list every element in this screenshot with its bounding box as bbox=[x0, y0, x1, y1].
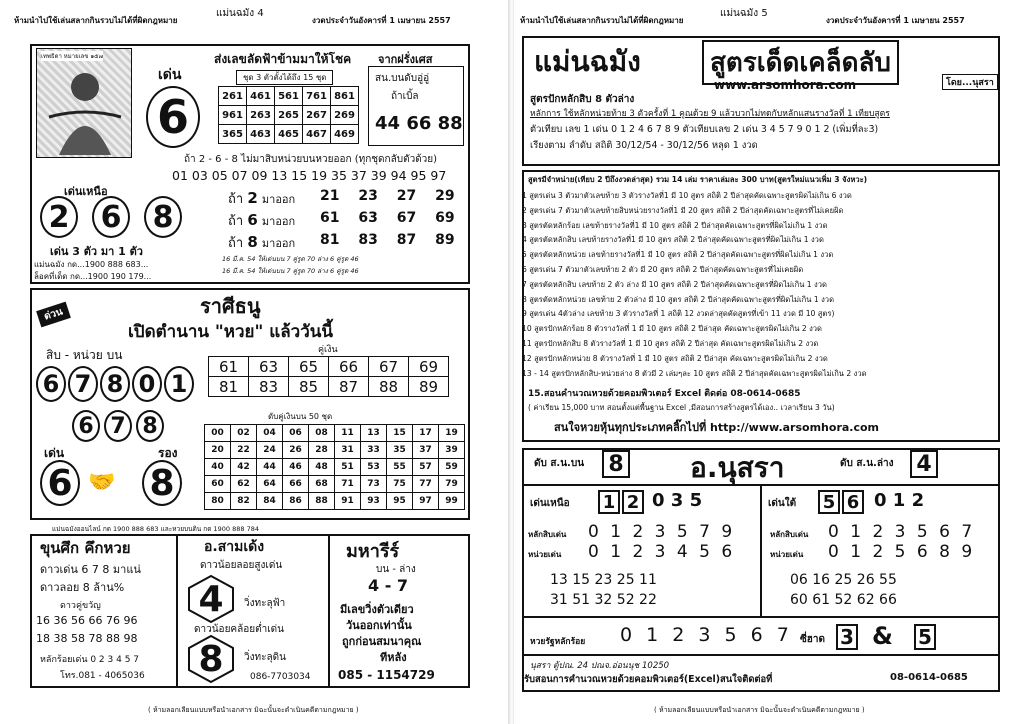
excel-line1: 15.สอนคำนวณหวยด้วยคอมพิวเตอร์ Excel ติดต่อ 08-0614-0685 bbox=[528, 389, 801, 399]
tens-digit: 7 bbox=[68, 366, 98, 402]
right-bottom-note: ( ห้ามลอกเลียนแบบหรือนำเอกสาร มิฉะนั้นจะดำเนินคดีตามกฎหมาย ) bbox=[654, 706, 865, 714]
tens-digit: 6 bbox=[36, 366, 66, 402]
teach-phone: 08-0614-0685 bbox=[890, 672, 968, 683]
pair-cell: 67 bbox=[369, 357, 409, 377]
grid-cell: 33 bbox=[361, 442, 387, 459]
grid-cell: 86 bbox=[283, 493, 309, 510]
formula-item: 10 สูตรปักหลักร้อย 8 ตัวรางวัลที่ 1 มี 10 สูตร สถิติ 2 ปีล่าสุด คัดเฉพาะสูตรผิดไม่เกิน 2 งวด bbox=[522, 324, 822, 334]
france-sub1: สน.บนดับอู่อู่ bbox=[375, 73, 430, 84]
grid-cell: 48 bbox=[309, 459, 335, 476]
stat-line: 16 มี.ค. 54 ให้เด่นบน 7 คู่รูด 70 ล่าง 6 คู่รูด 46 bbox=[222, 267, 359, 275]
heaven-cell: 365 bbox=[219, 125, 247, 144]
grid-cell: 66 bbox=[283, 476, 309, 493]
left-date: งวดประจำวันอังคารที่ 1 เมษายน 2557 bbox=[312, 16, 451, 25]
formula-item: 3 สูตรตัดหลักร้อย เลขท้ายรางวัลที่1 มี 10 สูตร สถิติ 2 ปีล่าสุดคัดเฉพาะสูตรที่ผิดไม่เกิน 1 งวด bbox=[522, 220, 828, 230]
if-num: 89 bbox=[435, 232, 455, 248]
site-url: www.arsomhora.com bbox=[714, 78, 857, 92]
grid-cell: 08 bbox=[309, 425, 335, 442]
grid-cell: 42 bbox=[231, 459, 257, 476]
col1-l2: ดาวลอย 8 ล้าน% bbox=[40, 581, 125, 594]
sihat-a: 3 bbox=[836, 624, 858, 650]
three-digit: 7 bbox=[104, 410, 132, 442]
address: นุสรา ตู้ปณ. 24 ปณจ.อ่อนนุช 10250 bbox=[530, 661, 670, 671]
grid-cell: 40 bbox=[205, 459, 231, 476]
if-num: 29 bbox=[435, 188, 455, 204]
col3-l1: บน - ล่าง bbox=[376, 564, 416, 575]
col1-r1: 16 36 56 66 76 96 bbox=[36, 614, 138, 627]
main-label: เด่น bbox=[158, 67, 182, 83]
pairs-right2: 60 61 52 62 66 bbox=[790, 592, 897, 608]
lower-digit: 4 bbox=[910, 450, 938, 478]
grid-cell: 77 bbox=[413, 476, 439, 493]
if-label: ถ้า bbox=[228, 236, 244, 251]
if-digit: 8 bbox=[247, 233, 258, 251]
grid-cell: 53 bbox=[361, 459, 387, 476]
grid-cell: 31 bbox=[335, 442, 361, 459]
pair-cell: 85 bbox=[289, 377, 329, 397]
grid-cell: 59 bbox=[439, 459, 465, 476]
grid-cell: 80 bbox=[205, 493, 231, 510]
stat-line: 16 มี.ค. 54 ให้เด่นบน 7 คู่รูด 70 ล่าง 6 คู่รูด 46 bbox=[222, 255, 359, 263]
south-rest: 0 1 2 bbox=[874, 490, 925, 511]
unit-label-left: หน่วยเด่น bbox=[528, 550, 562, 559]
ten-label-left: หลักสิบเด่น bbox=[528, 530, 567, 539]
ten-right: 0 1 2 3 5 6 7 bbox=[828, 522, 976, 542]
win-line: เด่น 3 ตัว มา 1 ตัว bbox=[50, 245, 143, 258]
goddess-illustration bbox=[39, 57, 131, 157]
col2-d2: 8 bbox=[198, 638, 224, 680]
if-row bbox=[228, 210, 295, 231]
legend-line: เปิดตำนาน "หวย" แล้ววันนี้ bbox=[128, 322, 333, 342]
grid-cell: 37 bbox=[413, 442, 439, 459]
if-digit: 2 bbox=[247, 189, 258, 207]
sihat-label: ซี่ฮาด bbox=[800, 634, 825, 645]
col1-title: ขุนศึก คึกหวย bbox=[40, 539, 131, 557]
left-bottom-note: ( ห้ามลอกเลียนแบบหรือนำเอกสาร มิฉะนั้นจะดำเนินคดีตามกฎหมาย ) bbox=[148, 706, 359, 714]
grid-cell: 75 bbox=[387, 476, 413, 493]
grid-row bbox=[205, 425, 465, 442]
col3-l2: 4 - 7 bbox=[368, 576, 409, 595]
hundred-label: หวยรัฐหลักร้อย bbox=[530, 637, 586, 647]
grid-cell: 35 bbox=[387, 442, 413, 459]
tens-digit: 0 bbox=[132, 366, 162, 402]
grid-cell: 95 bbox=[387, 493, 413, 510]
grid-cell: 99 bbox=[439, 493, 465, 510]
heaven-cell: 261 bbox=[219, 87, 247, 106]
grid-cell: 82 bbox=[231, 493, 257, 510]
south-box: 6 bbox=[842, 490, 864, 514]
if-num: 23 bbox=[358, 188, 378, 204]
col2-title: อ.สามเด้ง bbox=[204, 539, 265, 555]
col1-r2: 18 38 58 78 88 98 bbox=[36, 632, 138, 645]
grid-cell: 91 bbox=[335, 493, 361, 510]
column-divider bbox=[328, 534, 330, 688]
north-label: เด่นเหนือ bbox=[64, 185, 108, 198]
pairs-right1: 06 16 25 26 55 bbox=[790, 572, 897, 588]
grid-cell: 62 bbox=[231, 476, 257, 493]
grid-cell: 64 bbox=[257, 476, 283, 493]
heaven-table bbox=[218, 86, 359, 144]
heaven-row bbox=[219, 106, 359, 125]
france-title: จากฝรั่งเศส bbox=[378, 53, 433, 66]
heaven-cell: 269 bbox=[331, 106, 359, 125]
col3-l3: มีเลขวิ่งตัวเดียว bbox=[340, 603, 414, 616]
grid-cell: 15 bbox=[387, 425, 413, 442]
south-label: เด่นใต้ bbox=[768, 498, 797, 509]
main2-label: เด่น bbox=[44, 446, 65, 460]
if-row bbox=[228, 232, 295, 253]
grid-cell: 60 bbox=[205, 476, 231, 493]
name-center: อ.นุสรา bbox=[690, 451, 785, 484]
unit-right: 0 1 2 5 6 8 9 bbox=[828, 542, 976, 562]
excel-line2: ( ค่าเรียน 15,000 บาท สอนตั้งแต่พื้นฐาน Excel ,มีสอนการสร้างสูตรได้เอง.. เวลาเรียน 3 วัน) bbox=[528, 403, 835, 412]
if-num: 27 bbox=[396, 188, 417, 204]
heaven-cell: 461 bbox=[247, 87, 275, 106]
south-box: 5 bbox=[818, 490, 840, 514]
if-num: 61 bbox=[320, 210, 340, 226]
col2-d1: 4 bbox=[198, 578, 224, 620]
grid-row bbox=[205, 493, 465, 510]
hundred-digits: 0 1 2 3 5 6 7 bbox=[620, 624, 793, 646]
grid-cell: 02 bbox=[231, 425, 257, 442]
heaven-cell: 265 bbox=[275, 106, 303, 125]
if-label: ถ้า bbox=[228, 214, 244, 229]
col3-l4: วันออกเท่านั้น bbox=[346, 619, 412, 632]
grid-cell: 11 bbox=[335, 425, 361, 442]
pair-grid bbox=[204, 424, 465, 510]
grid-cell: 06 bbox=[283, 425, 309, 442]
right-issue: แม่นฉมัง 5 bbox=[720, 8, 768, 19]
phone2: ล็อคที่เด็ด กด...1900 190 179... bbox=[34, 272, 152, 281]
pair-cell: 87 bbox=[329, 377, 369, 397]
unit-label-right: หน่วยเด่น bbox=[770, 550, 804, 559]
pair-cell: 61 bbox=[209, 357, 249, 377]
if-digit: 6 bbox=[247, 211, 258, 229]
sihat-b: 5 bbox=[914, 624, 936, 650]
grid-cell: 24 bbox=[257, 442, 283, 459]
pair-label: คู่เงิน bbox=[318, 345, 338, 355]
col1-l4: หลักร้อยเด่น 0 2 3 4 5 7 bbox=[40, 655, 140, 665]
grid-cell: 26 bbox=[283, 442, 309, 459]
grid-cell: 46 bbox=[283, 459, 309, 476]
right-top-notice: ห้ามนำไปใช้เล่นสลากกินรวบไม่ได้ที่ผิดกฎหมาย bbox=[520, 16, 684, 25]
formula-item: 9 สูตรเด่น 4ตัวล่าง เลขท้าย 3 ตัวรางวัลที่ 1 สถิติ 12 งวดล่าสุดคัดสูตรที่เข้า 11 งวด มี 10 สูตร) bbox=[522, 309, 835, 319]
visit-link[interactable]: สนใจหวยหุ้นทุกประเภทคลิ๊กไปที่ http://www.arsomhora.com bbox=[554, 421, 880, 434]
pair-cell: 69 bbox=[409, 357, 449, 377]
formula-item: 2 สูตรเด่น 7 ตัวมาตัวเลขท้ายสิบหน่วยรางวัลที่1 มี 20 สูตร สถิติ 2 ปีล่าสุดคัดเฉพาะสูตรที่ไม่เคยผิด bbox=[522, 205, 844, 215]
if-num: 87 bbox=[396, 232, 417, 248]
if-text: มาออก bbox=[261, 237, 296, 250]
heaven-cell: 465 bbox=[275, 125, 303, 144]
pair-cell: 89 bbox=[409, 377, 449, 397]
if-num: 21 bbox=[320, 188, 340, 204]
if-row bbox=[228, 188, 295, 209]
if-num: 67 bbox=[396, 210, 417, 226]
north-rest: 0 3 5 bbox=[652, 490, 703, 511]
heaven-cell: 469 bbox=[331, 125, 359, 144]
formula-item: 8 สูตรตัดหลักหน่วย เลขท้าย 2 ตัวล่าง มี 10 สูตร สถิติ 2 ปีล่าสุดคัดเฉพาะสูตรที่ผิดไม่เกิน 1 งวด bbox=[522, 294, 835, 304]
pair-cell: 83 bbox=[249, 377, 289, 397]
grid-cell: 19 bbox=[439, 425, 465, 442]
heaven-sub: ชุด 3 ตัวตั้งได้ถึง 15 ชุด bbox=[236, 70, 333, 85]
mast-right: สูตรเด็ดเคล็ดลับ bbox=[702, 40, 899, 85]
formula-item: 11 สูตรปักหลักสิบ 8 ตัวรางวัลที่ 1 มี 10 สูตร สถิติ 2 ปีล่าสุด คัดเฉพาะสูตรผิดไม่เกิน 2 งวด bbox=[522, 339, 819, 348]
if-nums bbox=[320, 232, 455, 248]
sub2-label: รอง bbox=[158, 446, 178, 460]
odd-line: 01 03 05 07 09 13 15 19 35 37 39 94 95 97 bbox=[172, 168, 447, 183]
col3-phone: 085 - 1154729 bbox=[338, 668, 435, 682]
col2-t1: วิ่งทะลุฟ้า bbox=[244, 598, 286, 609]
grid-cell: 39 bbox=[439, 442, 465, 459]
heaven-cell: 761 bbox=[303, 87, 331, 106]
ten-label-right: หลักสิบเด่น bbox=[770, 530, 809, 539]
phone1: แม่นฉมัง กด...1900 888 683... bbox=[34, 260, 149, 269]
col2-l1: ดาวน้อยลอยสูงเด่น bbox=[200, 560, 283, 571]
formula-item: 4 สูตรตัดหลักสิบ เลขท้ายรางวัลที่1 มี 10 สูตร สถิติ 2 ปีล่าสุดคัดเฉพาะสูตรที่ผิดไม่เกิน 1 งวด bbox=[522, 235, 824, 245]
col1-phone: โทร.081 - 4065036 bbox=[60, 671, 145, 681]
formula-item: 1 สูตรเด่น 3 ตัวมาตัวเลขท้าย 3 ตัวรางวัลที่1 มี 10 สูตร สถิติ 2 ปีล่าสุดคัดเฉพาะสูตรผิดไม่เกิน 6 งวด bbox=[522, 191, 852, 200]
france-sub2: ถ้าเบิ้ล bbox=[391, 91, 419, 102]
right-page bbox=[514, 0, 1024, 724]
france-box bbox=[368, 66, 464, 146]
intro1: สูตรปักหลักสิบ 8 ตัวล่าง bbox=[530, 94, 635, 105]
heaven-row bbox=[219, 87, 359, 106]
pair-row bbox=[209, 377, 449, 397]
if-nums bbox=[320, 188, 455, 204]
left-page bbox=[0, 0, 510, 724]
right-date: งวดประจำวันอังคารที่ 1 เมษายน 2557 bbox=[826, 16, 965, 25]
col3-l5: ถูกก่อนสมนาคุณ bbox=[342, 635, 422, 648]
heaven-title: ส่งเลขลัดฟ้าข้ามมาให้โชค bbox=[214, 52, 352, 66]
grid-cell: 22 bbox=[231, 442, 257, 459]
north-box: 1 bbox=[598, 490, 620, 514]
heaven-cell: 267 bbox=[303, 106, 331, 125]
hot-badge: ด่วน bbox=[36, 302, 71, 328]
if-num: 69 bbox=[435, 210, 455, 226]
grid-cell: 93 bbox=[361, 493, 387, 510]
col3-l6: ทีหลัง bbox=[380, 651, 407, 664]
pair-row bbox=[209, 357, 449, 377]
north-digit: 2 bbox=[40, 196, 78, 238]
grid-cell: 13 bbox=[361, 425, 387, 442]
col2-phone: 086-7703034 bbox=[250, 672, 311, 682]
tens-digit: 8 bbox=[100, 366, 130, 402]
amp-sign: & bbox=[872, 622, 893, 650]
intro3: ตัวเทียบ เลข 1 เด่น 0 1 2 4 6 7 8 9 ตัวเทียบเลข 2 เด่น 3 4 5 7 9 0 1 2 (เพิ่มที่ละ3) bbox=[530, 124, 879, 135]
if-num: 81 bbox=[320, 232, 340, 248]
upper-digit: 8 bbox=[602, 450, 630, 478]
col1-l1: ดาวเด่น 6 7 8 มาแน่ bbox=[40, 563, 141, 576]
col3-title: มหารีร์ bbox=[346, 541, 400, 562]
heaven-cell: 961 bbox=[219, 106, 247, 125]
grid-cell: 28 bbox=[309, 442, 335, 459]
intro2: หลักการ ใช้หลักหน่วยท้าย 3 ตัวครั้งที่ 1 คูณด้วย 9 แล้วบวกไม่ทดกับหลักแสนรางวัลที่ 1 เทียบสูตร bbox=[530, 109, 890, 119]
pair-table bbox=[208, 356, 449, 397]
grid-cell: 88 bbox=[309, 493, 335, 510]
section-divider bbox=[760, 484, 762, 616]
grid-cell: 71 bbox=[335, 476, 361, 493]
grid-cell: 84 bbox=[257, 493, 283, 510]
pair-cell: 65 bbox=[289, 357, 329, 377]
heaven-cell: 861 bbox=[331, 87, 359, 106]
heaven-cell: 561 bbox=[275, 87, 303, 106]
zodiac-title: ราศีธนู bbox=[200, 294, 261, 318]
teach-line: รับสอนการคำนวณหวยด้วยคอมพิวเตอร์(Excel)สนใจติดต่อที่ bbox=[524, 674, 773, 685]
grid-cell: 97 bbox=[413, 493, 439, 510]
upper-label: ดับ ส.น.บน bbox=[534, 458, 585, 469]
heaven-row bbox=[219, 125, 359, 144]
north-digit: 8 bbox=[144, 196, 182, 238]
grid-cell: 55 bbox=[387, 459, 413, 476]
main2-digit: 6 bbox=[40, 460, 80, 506]
list-head: สูตรมีจำหน่าย(เทียบ 2 ปีถึงงวดล่าสุด) รวม 14 เล่ม ราคาเล่มละ 300 บาท(สูตรใหม่แนวเพิ่ม 3 จังหวะ) bbox=[528, 175, 868, 184]
if-text: มาออก bbox=[261, 215, 296, 228]
mast-left: แม่นฉมัง bbox=[534, 45, 641, 78]
grid-cell: 17 bbox=[413, 425, 439, 442]
if-text: มาออก bbox=[261, 193, 296, 206]
goddess-image bbox=[36, 48, 132, 158]
lower-label: ดับ ส.น.ล่าง bbox=[840, 458, 894, 469]
grid-cell: 51 bbox=[335, 459, 361, 476]
unit-left: 0 1 2 3 4 5 6 bbox=[588, 542, 736, 562]
col2-l2: ดาวน้อยคล้อยต่ำเด่น bbox=[194, 624, 284, 635]
formula-item: 13 - 14 สูตรปักหลักสิบ-หน่วยล่าง 8 ตัวมี 2 เล่มๆละ 10 สูตร สถิติ 2 ปีล่าสุดคัดเฉพาะสูตรผิดไม่เกิน 2 งวด bbox=[522, 368, 867, 378]
pair-cell: 66 bbox=[329, 357, 369, 377]
if-nums bbox=[320, 210, 455, 226]
tens-label: สิบ - หน่วย บน bbox=[46, 348, 123, 362]
pair-cell: 88 bbox=[369, 377, 409, 397]
col1-l3: ดาวคู่ขวัญ bbox=[60, 601, 101, 611]
mast-by: โดย...นุสรา bbox=[942, 74, 998, 90]
main-digit: 6 bbox=[146, 86, 200, 148]
if-label: ถ้า bbox=[228, 192, 244, 207]
grid-cell: 00 bbox=[205, 425, 231, 442]
grid-cell: 79 bbox=[439, 476, 465, 493]
grid-cell: 57 bbox=[413, 459, 439, 476]
formula-item: 6 สูตรเด่น 7 ตัวมาตัวเลขท้าย 2 ตัว มี 20 สูตร สถิติ 2 ปีล่าสุดคัดเฉพาะสูตรที่ไม่เคยผิด bbox=[522, 265, 804, 274]
pair-cell: 63 bbox=[249, 357, 289, 377]
north-label-r: เด่นเหนือ bbox=[530, 498, 570, 509]
formula-item: 5 สูตรตัดหลักหน่วย เลขท้ายรางวัลที่1 มี 10 สูตร สถิติ 2 ปีล่าสุดคัดเฉพาะสูตรที่ผิดไม่เกิน 1 งวด bbox=[522, 250, 834, 260]
goddess-caption: เทพธิดา หมายเลข ๑๕๗ bbox=[41, 53, 104, 60]
column-divider bbox=[176, 534, 178, 688]
if-num: 63 bbox=[358, 210, 378, 226]
north-digit: 6 bbox=[92, 196, 130, 238]
grid-cell: 73 bbox=[361, 476, 387, 493]
heaven-cell: 263 bbox=[247, 106, 275, 125]
pair-cell: 81 bbox=[209, 377, 249, 397]
france-nums: 44 66 88 bbox=[375, 113, 463, 134]
col2-t2: วิ่งทะลุดิน bbox=[244, 652, 286, 663]
grid-row bbox=[205, 459, 465, 476]
grid-cell: 20 bbox=[205, 442, 231, 459]
handshake-icon: 🤝 bbox=[88, 470, 116, 495]
ten-left: 0 1 2 3 5 7 9 bbox=[588, 522, 736, 542]
grid-cell: 04 bbox=[257, 425, 283, 442]
formula-item: 7 สูตรตัดหลักสิบ เลขท้าย 2 ตัว ล่าง มี 10 สูตร สถิติ 2 ปีล่าสุดคัดเฉพาะสูตรที่ผิดไม่เกิน 1 งวด bbox=[522, 279, 827, 289]
if-num: 83 bbox=[358, 232, 378, 248]
grid-title: ดับคู่เงินบน 50 ชุด bbox=[268, 412, 333, 421]
section-rule bbox=[524, 654, 998, 656]
three-digit: 8 bbox=[136, 410, 164, 442]
heaven-cell: 467 bbox=[303, 125, 331, 144]
sub2-digit: 8 bbox=[142, 460, 182, 506]
north-box: 2 bbox=[622, 490, 644, 514]
left-top-notice: ห้ามนำไปใช้เล่นสลากกินรวบไม่ได้ที่ผิดกฎหมาย bbox=[14, 16, 178, 25]
pairs-left1: 13 15 23 25 11 bbox=[550, 572, 657, 588]
pairs-left2: 31 51 32 52 22 bbox=[550, 592, 657, 608]
formula-item: 12 สูตรปักหลักหน่วย 8 ตัวรางวัลที่ 1 มี 10 สูตร สถิติ 2 ปีล่าสุด คัดเฉพาะสูตรผิดไม่เกิน 2 งวด bbox=[522, 353, 828, 363]
tens-digit: 1 bbox=[164, 366, 194, 402]
grid-row bbox=[205, 476, 465, 493]
heaven-cell: 463 bbox=[247, 125, 275, 144]
grid-foot: แม่นฉมังออนไลน์ กด 1900 888 683 และหวยบนดิน กด 1900 888 784 bbox=[52, 525, 260, 533]
section-rule bbox=[524, 616, 998, 618]
grid-cell: 44 bbox=[257, 459, 283, 476]
grid-cell: 68 bbox=[309, 476, 335, 493]
intro4: เรียงตาม ลำดับ สถิติ 30/12/54 - 30/12/56 หลุด 1 งวด bbox=[530, 140, 758, 151]
rule-line: ถ้า 2 - 6 - 8 ไม่มาสิบหน่วยบนหวยออก (ทุกชุดกลับตัวด้วย) bbox=[184, 154, 438, 165]
three-digit: 6 bbox=[72, 410, 100, 442]
left-issue: แม่นฉมัง 4 bbox=[216, 8, 264, 19]
grid-row bbox=[205, 442, 465, 459]
